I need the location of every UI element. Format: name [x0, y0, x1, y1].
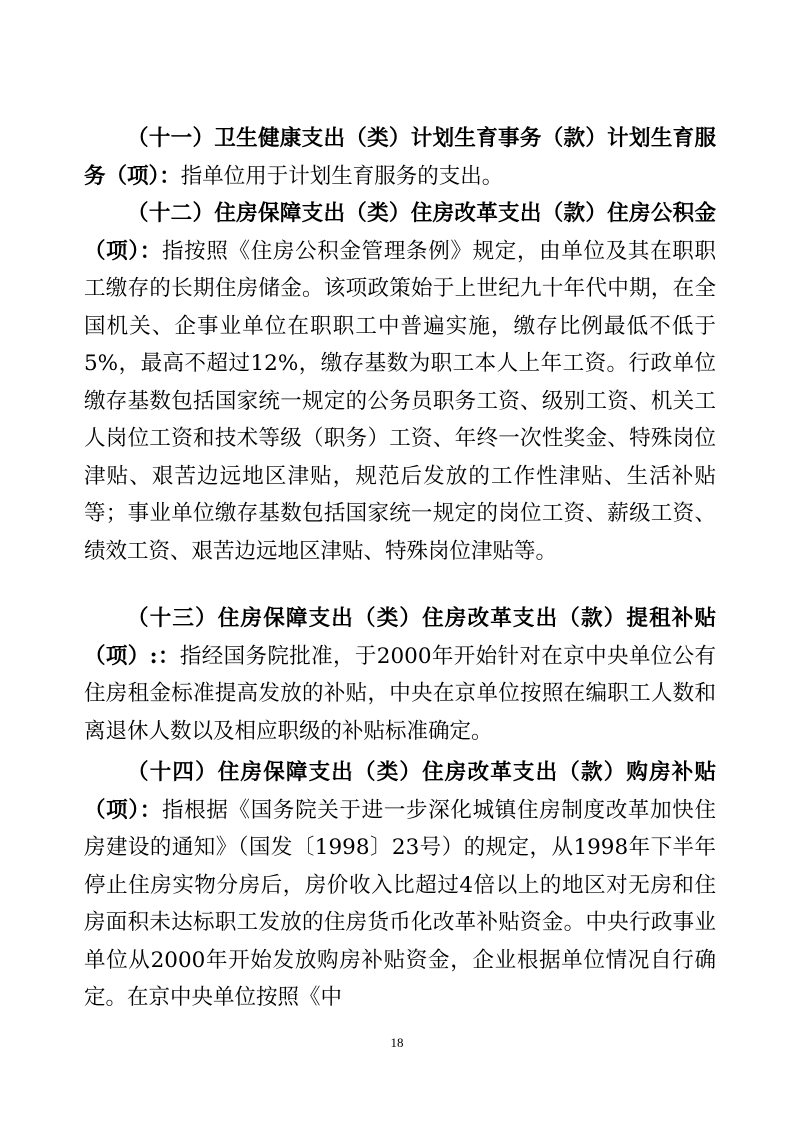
paragraph-body: 指单位用于计划生育服务的支出。 — [180, 163, 504, 189]
paragraph-heading: （十二）住房保障支出（类）住房改革支出（款）住房公积金（项）： — [84, 201, 716, 264]
paragraph-housing-provident-fund — [84, 195, 716, 570]
paragraph-heading: （十四）住房保障支出（类）住房改革支出（款）购房补贴（项）： — [84, 760, 716, 823]
paragraph-housing-purchase-subsidy — [84, 754, 716, 1017]
paragraph-heading: （十一）卫生健康支出（类）计划生育事务（款）计划生育服务（项）： — [84, 126, 716, 189]
page-number: 18 — [390, 1035, 404, 1050]
paragraph-body: 指经国务院批准，于2000年开始针对在京中央单位公有住房租金标准提高发放的补贴，中央在京单位按照在编职工人数和离退休人数以及相应职级的补贴标准确定。 — [84, 643, 717, 744]
paragraph-body: 指按照《住房公积金管理条例》规定，由单位及其在职职工缴存的长期住房储金。该项政策始于上世纪九十年代中期，在全国机关、企事业单位在职职工中普遍实施，缴存比例最低不低于5%，最高不超过12%，缴存基数为职工本人上年工资。行政单位缴存基数包括国家统一规定的公务员职务工资、级别工资、机关工人岗位工资和技术等级（职务）工资、年终一次性奖金、特殊岗位津贴、艰苦边远地区津贴，规范后发放的工作性津贴、生活补贴等；事业单位缴存基数包括国家统一规定的岗位工资、薪级工资、绩效工资、艰苦边远地区津贴、特殊岗位津贴等。 — [84, 238, 716, 564]
paragraph-family-planning — [84, 120, 716, 195]
paragraph-rent-subsidy — [84, 600, 716, 750]
paragraph-body: 指根据《国务院关于进一步深化城镇住房制度改革加快住房建设的通知》（国发〔1998〕23号）的规定，从1998年下半年停止住房实物分房后，房价收入比超过4倍以上的地区对无房和住房面积未达标职工发放的住房货币化改革补贴资金。中央行政事业单位从2000年开始发放购房补贴资金，企业根据单位情况自行确定。在京中央单位按照《中 — [84, 797, 716, 1010]
paragraph-heading: （十三）住房保障支出（类）住房改革支出（款）提租补贴（项）:： — [84, 606, 716, 669]
